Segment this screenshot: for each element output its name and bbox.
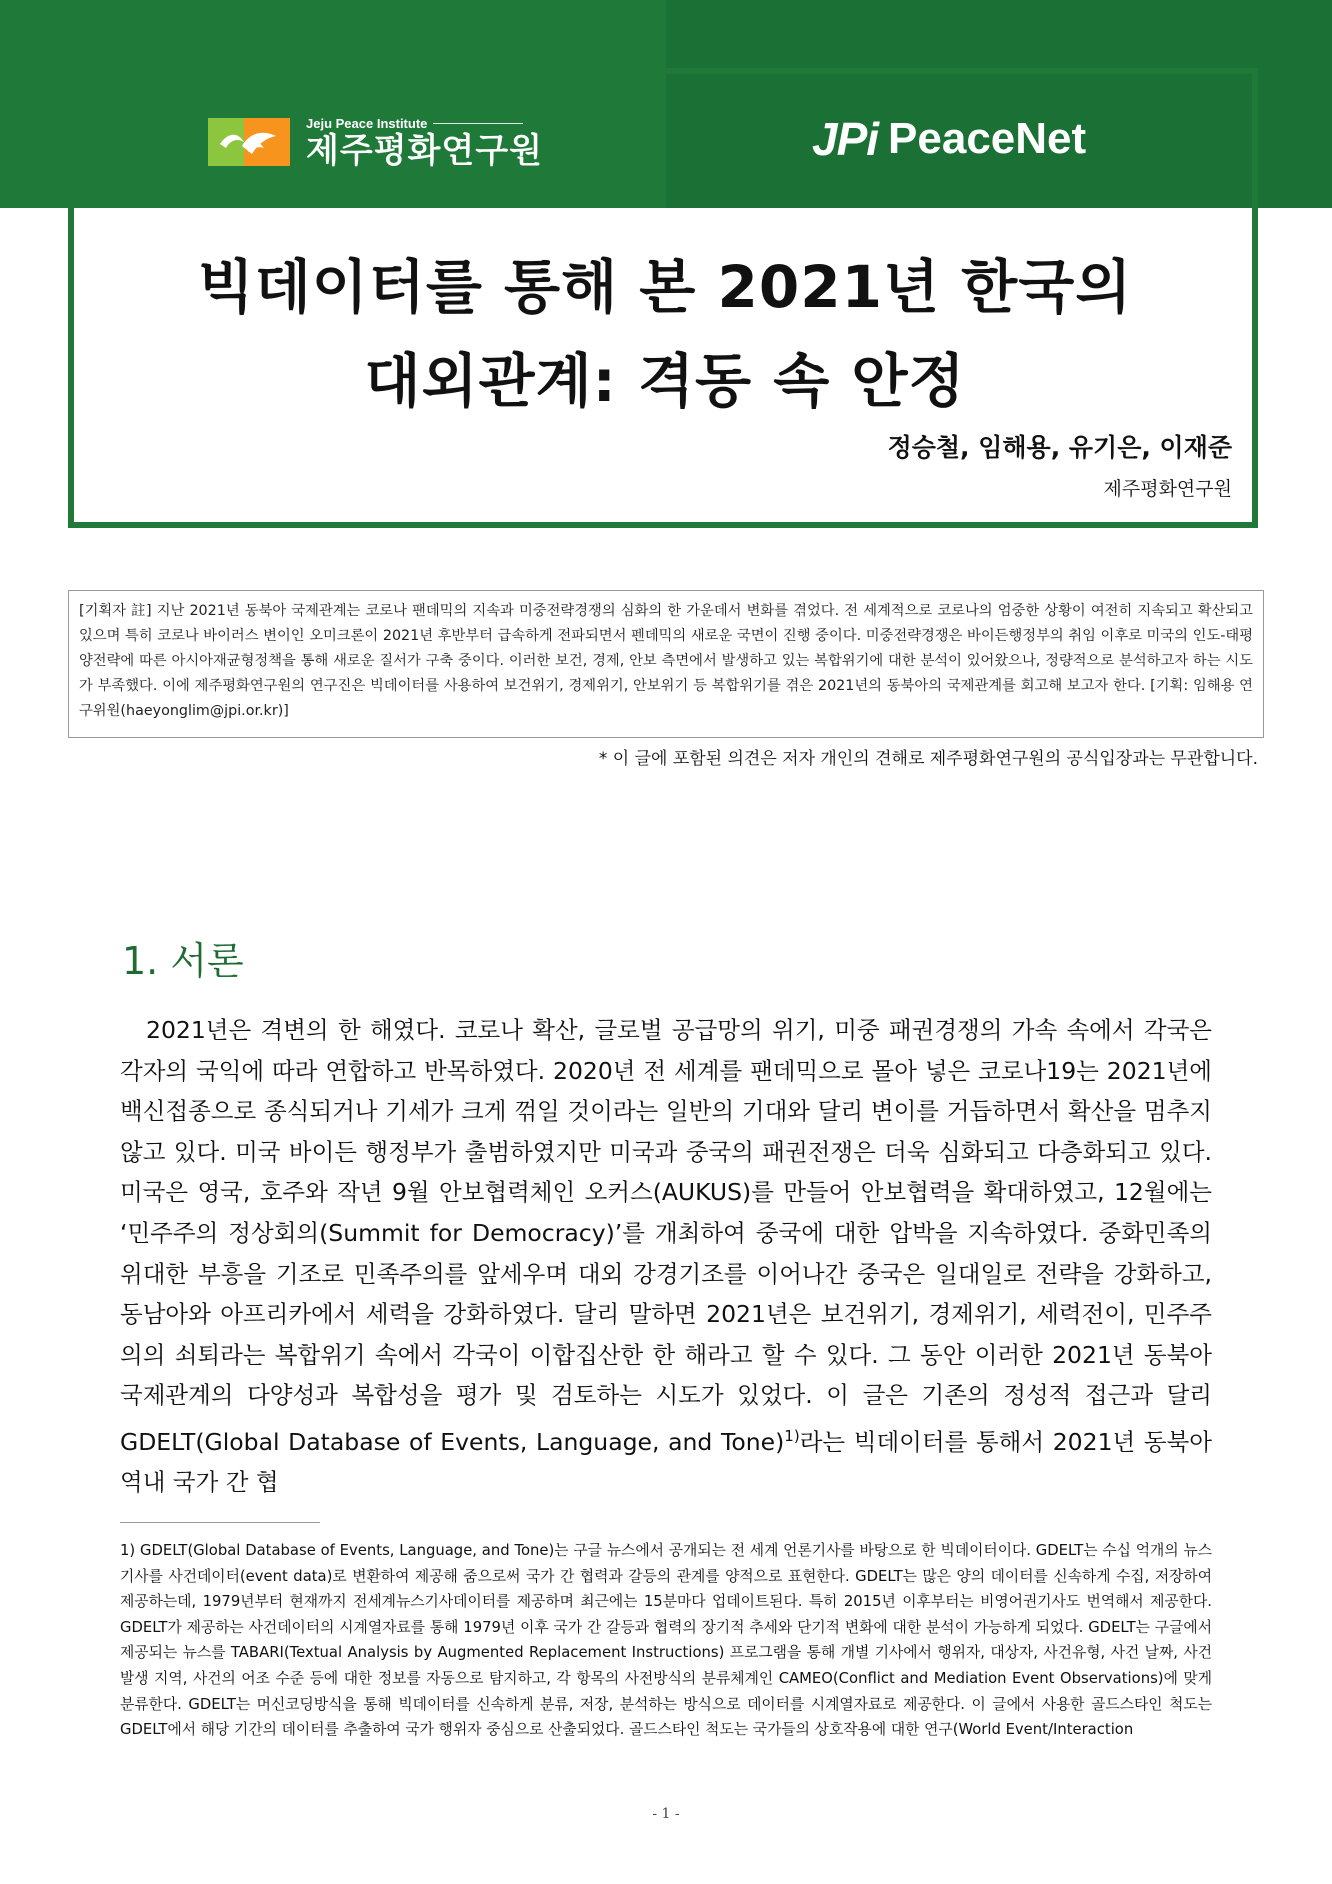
footnote: 1) GDELT(Global Database of Events, Language, and Tone)는 구글 뉴스에서 공개되는 전 세계 언론기사를 바탕으로 한 빅데이터이다. GDELT는 수십 억개의 뉴스기사를 사건데이터(event data)로 변환하여 제공해 줌으로써 국가 간 협력과 갈등의 관계를 양적으로 표현한다. GDELT는 많은 양의 데이터를 신속하게 수집, 저장하여 제공하는데, 1979년부터 현재까지 전세계뉴스기사데이터를 제공하며 최근에는 15분마다 업데이트된다. 특히 2015년 이후부터는 비영어권기사도 번역해서 제공한다. GDELT가 제공하는 사건데이터의 시계열자료를 통해 1979년 이후 국가 간 갈등과 협력의 장기적 추세와 단기적 변화에 대한 분석이 가능하게 되었다. GDELT는 구글에서 제공되는 뉴스를 TABARI(Textual Analysis by Augmented Replacement Instructions) 프로그램을 통해 개별 기사에서 행위자, 대상자, 사건유형, 사건 날짜, 사건 발생 지역, 사건의 어조 수준 등에 대한 정보를 자동으로 탐지하고, 각 항목의 사전방식의 분류체계인 CAMEO(Conflict and Mediation Event Observations)에 맞게 분류한다. GDELT는 머신코딩방식을 통해 빅데이터를 신속하게 분류, 저장, 분석하는 방식으로 데이터를 시계열자료로 제공한다. 이 글에서 사용한 골드스타인 척도는 GDELT에서 해당 기간의 데이터를 추출하여 국가 행위자 중심으로 산출되었다. 골드스타인 척도는 국가들의 상호작용에 대한 연구(World Event/Interaction <box>120 1542 1212 1739</box>
title-line-1: 빅데이터를 통해 본 2021년 한국의 <box>197 253 1133 321</box>
body-text-main: 2021년은 격변의 한 해였다. 코로나 확산, 글로벌 공급망의 위기, 미중 패권경쟁의 가속 속에서 각국은 각자의 국익에 따라 연합하고 반목하였다. 2020년 전 세계를 팬데믹으로 몰아 넣은 코로나19는 2021년에 백신접종으로 종식되거나 기세가 크게 꺾일 것이라는 일반의 기대와 달리 변이를 거듭하면서 확산을 멈추지 않고 있다. 미국 바이든 행정부가 출범하였지만 미국과 중국의 패권전쟁은 더욱 심화되고 다층화되고 있다. 미국은 영국, 호주와 작년 9월 안보협력체인 오커스(AUKUS)를 만들어 안보협력을 확대하였고, 12월에는 ‘민주주의 정상회의(Summit for Democracy)’를 개최하여 중국에 대한 압박을 지속하였다. 중화민족의 위대한 부흥을 기조로 민족주의를 앞세우며 대외 강경기조를 이어나간 중국은 일대일로 전략을 강화하고, 동남아와 아프리카에서 세력을 강화하였다. 달리 말하면 2021년은 보건위기, 경제위기, 세력전이, 민주주의의 쇠퇴라는 복합위기 속에서 각국이 이합집산한 한 해라고 할 수 있다. 그 동안 이러한 2021년 동북아 국제관계의 다양성과 복합성을 평가 및 검토하는 시도가 있었다. 이 글은 기존의 정성적 접근과 달리 GDELT(Global Database of Events, Language, and Tone) <box>120 1016 1212 1456</box>
authors: 정승철, 임해용, 유기은, 이재준 <box>887 433 1232 462</box>
footnote-reference[interactable]: 1) <box>784 1426 800 1445</box>
dove-icon <box>218 128 282 158</box>
footnote-divider <box>120 1522 320 1523</box>
jpi-peacenet-logo <box>812 112 1086 166</box>
jpi-mark: JPi <box>812 113 879 165</box>
affiliation: 제주평화연구원 <box>1103 478 1232 500</box>
section-heading: 1. 서론 <box>122 939 244 983</box>
title-line-2: 대외관계: 격동 속 안정 <box>364 347 966 415</box>
body-text-tail: 라는 빅데이터를 통해서 2021년 동북아 역내 국가 간 협 <box>120 1427 1212 1497</box>
logo-english-name: Jeju Peace Institute <box>306 115 428 131</box>
peacenet-name: PeaceNet <box>888 114 1087 163</box>
page-number: - 1 - <box>652 1806 680 1822</box>
logo-korean-name: 제주평화연구원 <box>306 130 543 171</box>
body-paragraph <box>120 1010 1212 1503</box>
dove-logo-icon <box>208 112 294 174</box>
editor-note-box: [기획자 註] 지난 2021년 동북아 국제관계는 코로나 팬데믹의 지속과 미중전략경쟁의 심화의 한 가운데서 변화를 겪었다. 전 세계적으로 코로나의 엄중한 상황이 여전히 지속되고 확산되고 있으며 특히 코로나 바이러스 변이인 오미크론이 2021년 후반부터 급속하게 전파되면서 펜데믹의 새로운 국면이 진행 중이다. 미중전략경쟁은 바이든행정부의 취임 이후로 미국의 인도-태평양전략에 따른 아시아재균형정책을 통해 새로운 질서가 구축 중이다. 이러한 보건, 경제, 안보 측면에서 발생하고 있는 복합위기에 대한 분석이 있어왔으나, 정량적으로 분석하고자 하는 시도가 부족했다. 이에 제주평화연구원의 연구진은 빅데이터를 사용하여 보건위기, 경제위기, 안보위기 등 복합위기를 겪은 2021년의 동북아의 국제관계를 회고해 보고자 한다. [기획: 임해용 연구위원(haeyonglim@jpi.or.kr)] <box>68 590 1264 738</box>
jeju-peace-institute-logo <box>208 108 543 178</box>
disclaimer: * 이 글에 포함된 의견은 저자 개인의 견해로 제주평화연구원의 공식입장과는 무관합니다. <box>598 749 1258 769</box>
